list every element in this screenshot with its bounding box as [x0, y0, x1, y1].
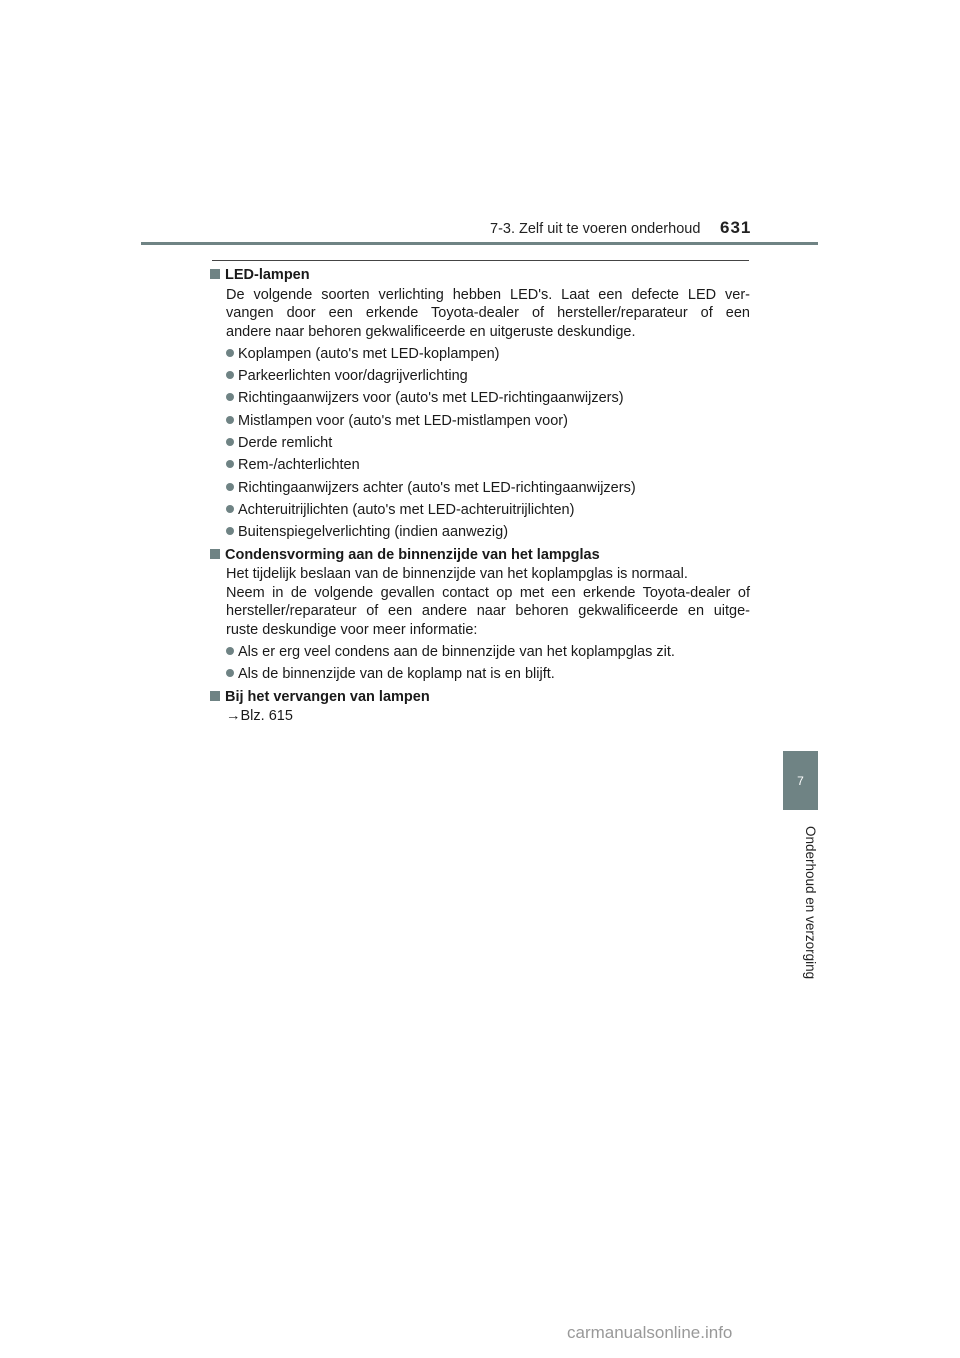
header-section-title: 7-3. Zelf uit te voeren onderhoud [490, 221, 701, 237]
paragraph-line: andere naar behoren gekwalificeerde en uitgeruste deskundige. [226, 323, 636, 340]
section-paragraph [226, 286, 750, 342]
list-item-text: Buitenspiegelverlichting (indien aanwezig) [238, 524, 509, 541]
list-item [226, 665, 750, 684]
list-item-text: Als er erg veel condens aan de binnenzijde van het koplampglas zit. [238, 643, 675, 660]
list-item-text: Als de binnenzijde van de koplamp nat is en blijft. [238, 666, 555, 683]
page-content [210, 266, 750, 726]
paragraph-line: hersteller/reparateur of een andere naar behoren gekwalificeerde en uitge- [226, 603, 750, 620]
paragraph-line: Neem in de volgende gevallen contact op met een erkende Toyota-dealer of [226, 584, 750, 601]
list-item [226, 389, 750, 408]
list-item [226, 434, 750, 453]
page-number: 631 [720, 218, 752, 237]
list-item [226, 501, 750, 520]
list-item-text: Mistlampen voor (auto's met LED-mistlampen voor) [238, 412, 568, 429]
bullet-dot-icon [226, 460, 234, 468]
page-reference-link[interactable]: →Blz. 615 [226, 708, 293, 725]
bullet-dot-icon [226, 371, 234, 379]
list-item-text: Richtingaanwijzers achter (auto's met LED-richtingaanwijzers) [238, 479, 636, 496]
bullet-dot-icon [226, 527, 234, 535]
section-title: LED-lampen [225, 267, 310, 283]
paragraph-line: Het tijdelijk beslaan van de binnenzijde van het koplampglas is normaal. [226, 566, 688, 583]
list-item [226, 643, 750, 662]
chapter-number: 7 [797, 773, 804, 788]
watermark: carmanualsonline.info [567, 1323, 733, 1342]
list-item-text: Rem-/achterlichten [238, 457, 360, 474]
list-item [226, 456, 750, 475]
section-heading [210, 546, 750, 565]
paragraph-line: ruste deskundige voor meer informatie: [226, 621, 478, 638]
list-item-text: Achteruitrijlichten (auto's met LED-achteruitrijlichten) [238, 501, 575, 518]
bullet-dot-icon [226, 505, 234, 513]
list-item-text: Parkeerlichten voor/dagrijverlichting [238, 368, 468, 385]
paragraph-line: vangen door een erkende Toyota-dealer of hersteller/reparateur of een [226, 305, 750, 321]
list-item-text: Derde remlicht [238, 434, 333, 451]
section-title: Condensvorming aan de binnenzijde van het lampglas [225, 546, 600, 563]
list-item [226, 345, 750, 364]
header-divider [141, 242, 818, 245]
list-item [226, 412, 750, 431]
list-item [226, 367, 750, 386]
paragraph-line: De volgende soorten verlichting hebben LED's. Laat een defecte LED ver- [226, 286, 750, 303]
square-bullet-icon [210, 691, 220, 701]
bullet-dot-icon [226, 647, 234, 655]
section-title: Bij het vervangen van lampen [225, 688, 430, 705]
bullet-dot-icon [226, 438, 234, 446]
square-bullet-icon [210, 269, 220, 279]
square-bullet-icon [210, 549, 220, 559]
chapter-tab[interactable] [783, 751, 818, 810]
content-divider [212, 260, 749, 261]
bullet-dot-icon [226, 349, 234, 357]
list-item-text: Richtingaanwijzers voor (auto's met LED-richtingaanwijzers) [238, 390, 624, 407]
bullet-dot-icon [226, 669, 234, 677]
list-item [226, 479, 750, 498]
chapter-title: Onderhoud en verzorging [803, 826, 818, 980]
section-heading [210, 266, 750, 285]
section-paragraph [226, 565, 750, 639]
list-item-text: Koplampen (auto's met LED-koplampen) [238, 345, 500, 362]
list-item [226, 523, 750, 542]
bullet-dot-icon [226, 393, 234, 401]
bullet-dot-icon [226, 416, 234, 424]
section-heading [210, 688, 750, 707]
bullet-dot-icon [226, 483, 234, 491]
